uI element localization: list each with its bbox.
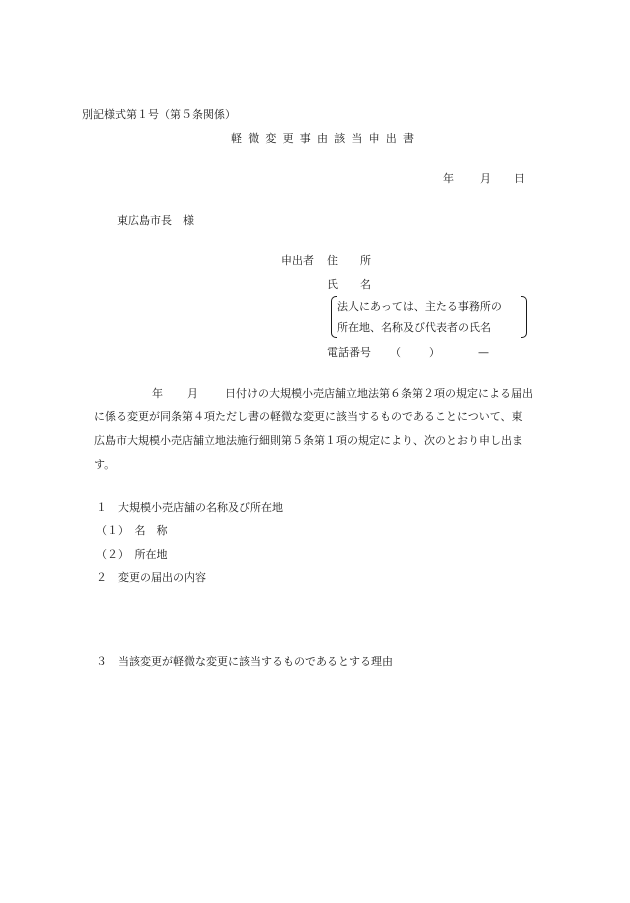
name-label: 氏 名 xyxy=(327,278,371,291)
corporate-note-line1: 法人にあっては、主たる事務所の xyxy=(337,300,502,313)
body-month: 月 xyxy=(187,387,198,400)
body-line4: す。 xyxy=(94,458,116,471)
phone-dash: — xyxy=(478,346,489,359)
item-1-sub-2: （２） 所在地 xyxy=(96,548,168,561)
corporate-note-bracket xyxy=(331,296,527,338)
date-year-label: 年 xyxy=(443,172,454,185)
date-day-label: 日 xyxy=(514,172,525,185)
item-1: １ 大規模小売店舗の名称及び所在地 xyxy=(96,501,283,514)
document-title: 軽微変更事由該当申出書 xyxy=(231,132,421,145)
phone-label: 電話番号 xyxy=(327,346,371,359)
phone-paren-open: （ xyxy=(390,346,401,359)
body-line2: に係る変更が同条第４項ただし書の軽微な変更に該当するものであることについて、東 xyxy=(94,410,523,423)
item-2: ２ 変更の届出の内容 xyxy=(96,571,206,584)
date-month-label: 月 xyxy=(480,172,491,185)
phone-paren-close: ） xyxy=(429,346,440,359)
body-line3: 広島市大規模小売店舗立地法施行細則第５条第１項の規定により、次のとおり申し出ま xyxy=(94,434,523,447)
corporate-note-line2: 所在地、名称及び代表者の氏名 xyxy=(337,321,491,334)
body-year: 年 xyxy=(152,387,163,400)
form-number: 別記様式第１号（第５条関係） xyxy=(82,108,236,121)
applicant-label: 申出者 xyxy=(281,254,314,267)
right-bracket xyxy=(521,296,527,338)
item-3: ３ 当該変更が軽微な変更に該当するものであるとする理由 xyxy=(96,655,393,668)
addressee: 東広島市長 様 xyxy=(117,214,194,227)
address-label: 住 所 xyxy=(327,254,371,267)
body-line1: 日付けの大規模小売店舗立地法第６条第２項の規定による届出 xyxy=(225,387,533,400)
item-1-sub-1: （１） 名 称 xyxy=(96,524,168,537)
